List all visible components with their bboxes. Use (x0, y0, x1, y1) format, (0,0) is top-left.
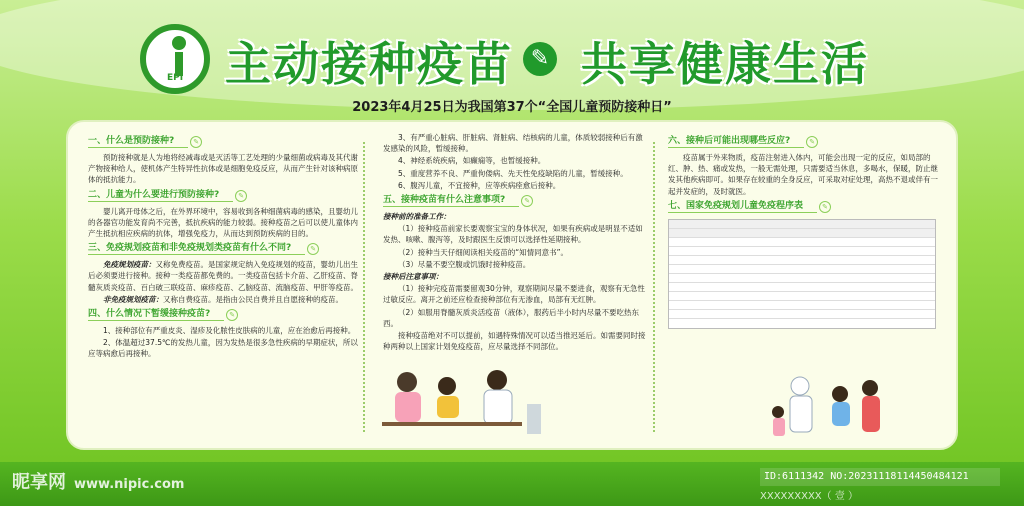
doctor-child-illustration (770, 372, 890, 450)
list-item: 3、有严重心脏病、肝脏病、肾脏病、结核病的儿童，体质较弱接种后有激发感染的风险，暂缓接种。 (383, 133, 643, 154)
logo-dot (172, 36, 186, 50)
section-heading: 六、接种后可能出现哪些反应? ✎ (668, 136, 943, 148)
table-row (669, 274, 935, 283)
syringe-icon: ✎ (819, 201, 831, 213)
syringe-icon: ✎ (226, 309, 238, 321)
syringe-icon: ✎ (521, 195, 533, 207)
section-heading: 五、接种疫苗有什么注意事项? ✎ (383, 195, 648, 207)
vine-divider (653, 142, 663, 432)
table-row (669, 247, 935, 256)
table-row (669, 283, 935, 292)
paragraph: （3）尽量不要空腹或饥饿时接种疫苗。 (398, 259, 531, 269)
section-heading: 二、儿童为什么要进行预防接种? ✎ (88, 190, 358, 202)
paragraph: （1）接种疫苗前家长要观察宝宝的身体状况，如果有疾病或是明显不适如发热、咳嗽、腹泻等，及时跟医生反馈可以选择性延期接种。 (383, 224, 643, 245)
table-row (669, 229, 935, 238)
paragraph: （2）如服用脊髓灰质炎活疫苗（液体），服药后半小时内尽量不要吃热东西。 (383, 307, 640, 328)
table-row (669, 310, 935, 319)
title-right: 共享健康生活 (581, 37, 869, 91)
syringe-icon: ✎ (523, 42, 557, 76)
subtitle: 2023年4月25日为我国第37个“全国儿童预防接种日” (352, 100, 672, 115)
paragraph: 1、接种部位有严重皮炎、湿疹及化脓性皮肤病的儿童，应在治愈后再接种。 (103, 326, 356, 336)
syringe-icon: ✎ (190, 136, 202, 148)
syringe-icon: ✎ (307, 243, 319, 255)
section-heading: 三、免疫规划疫苗和非免疫规划类疫苗有什么不同? ✎ (88, 243, 358, 255)
paragraph: 免疫规划疫苗：又称免费疫苗。是国家规定纳入免疫规划的疫苗，婴幼儿出生后必须要进行接种。接种一类疫苗都免费的。一类疫苗包括卡介苗、乙肝疫苗、脊髓灰质炎疫苗、百白破三联疫苗、麻疹疫苗、乙脑疫苗、流脑疫苗、甲肝等疫苗。 (88, 260, 358, 292)
column-1 (88, 132, 358, 361)
table-row (669, 265, 935, 274)
column-3 (668, 132, 943, 329)
column-2 (383, 132, 648, 353)
table-row (669, 220, 935, 229)
section-heading: 四、什么情况下暂缓接种疫苗? ✎ (88, 309, 358, 321)
list-item: 5、重度营养不良、严重佝偻病、先天性免疫缺陷的儿童，暂缓接种。 (398, 168, 628, 178)
section-heading: 七、国家免疫规划儿童免疫程序表 ✎ (668, 201, 943, 213)
watermark-brand: 昵享网 www.nipic.com (12, 472, 185, 493)
title-left: 主动接种疫苗 (225, 37, 513, 91)
image-id-secondary: XXXXXXXXX（ 壹 ） (760, 491, 859, 502)
subheading: 接种后注意事项： (383, 272, 443, 282)
paragraph: 非免疫规划疫苗：又称自费疫苗。是指由公民自费并且自愿接种的疫苗。 (103, 294, 343, 304)
list-item: 4、神经系统疾病，如癫痫等，也暂缓接种。 (398, 156, 546, 166)
image-id: ID:6111342 NO:20231118114450484121 (760, 468, 1000, 486)
paragraph: 预防接种就是人为地将经减毒或是灭活等工艺处理的少量细菌或病毒及其代谢产物接种给人，使机体产生特异性抗体或是细胞免疫反应，从而产生针对该种病原体的抵抗能力。 (88, 153, 358, 185)
epi-logo (140, 24, 210, 94)
paragraph: 接种疫苗绝对不可以提前，如遇特殊情况可以适当推迟延后。如需要同时接种两种以上国家计划免疫疫苗，应尽量选择不同部位。 (383, 331, 646, 352)
paragraph: 婴儿离开母体之后，在外界环境中，容易收到各种细菌病毒的感染，且婴幼儿的各器官功能发育尚不完善，抵抗疾病的能力较弱。接种疫苗之后可以使儿童体内产生抵抗相应疾病的抗体，增强免疫力，从而达到预防疾病的目的。 (88, 206, 358, 239)
table-row (669, 292, 935, 301)
list-item: 6、腹泻儿童，不宜接种，应等疾病痊愈后接种。 (398, 180, 561, 190)
table-row (669, 301, 935, 310)
syringe-icon: ✎ (235, 190, 247, 202)
subheading: 接种前的准备工作： (383, 212, 451, 222)
immunization-schedule-table (668, 219, 936, 329)
syringe-icon: ✎ (806, 136, 818, 148)
section-heading: 一、什么是预防接种? ✎ (88, 136, 358, 148)
paragraph: （2）接种当天仔细阅读相关疫苗的“知情同意书”。 (398, 247, 569, 257)
table-row (669, 256, 935, 265)
paragraph: 疫苗属于外来物质，疫苗注射进入体内，可能会出现一定的反应，如局部的红、肿、热、痛或发热，一般无需处理，只需要适当休息，多喝水，保暖，防止继发其他疾病即可。如果存在较重的全身反应，可采取对症处理，高热不退或伴有一起并发症的，及时就医。 (668, 153, 938, 196)
logo-text: EPI (166, 73, 184, 83)
vaccination-illustration (362, 360, 562, 440)
table-row (669, 238, 935, 247)
paragraph: 2、体温超过37.5℃的发热儿童，因为发热是很多急性疾病的早期症状，所以应等病愈后再接种。 (88, 338, 358, 359)
paragraph: （1）接种完疫苗需要留观30分钟，观察期间尽量不要进食，观察有无急性过敏反应。离开之前还应检查接种部位有无渗血，局部有无红肿。 (383, 284, 645, 305)
